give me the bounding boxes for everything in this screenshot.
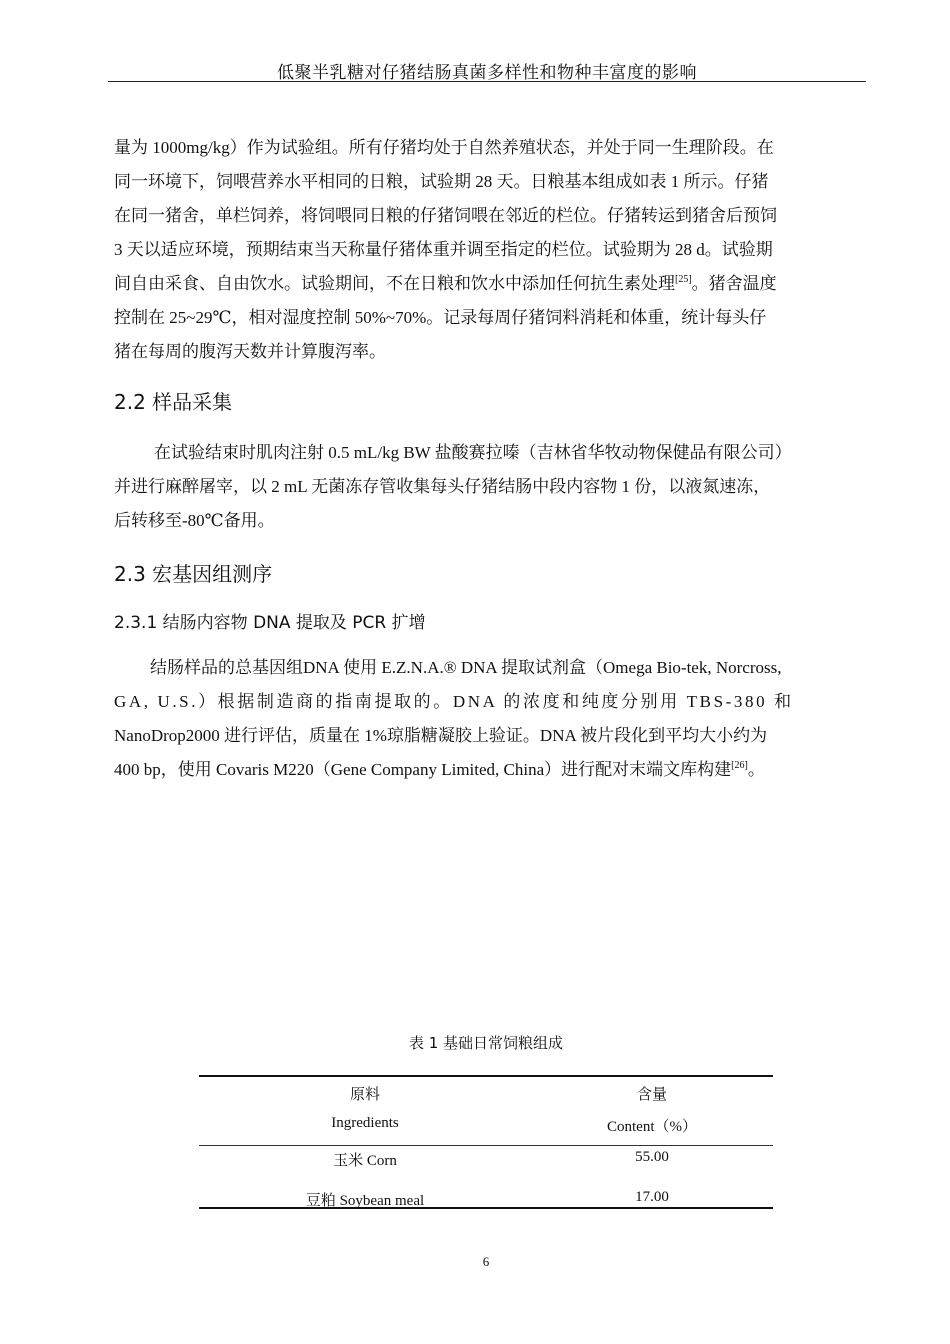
table-cell-ingredient: 玉米 Corn [333,1153,397,1169]
text-line: 猪在每周的腹泻天数并计算腹泻率。 [114,342,386,361]
text-line: 并进行麻醉屠宰，以 2 mL 无菌冻存管收集每头仔猪结肠中段内容物 1 份，以液氮速冻， [114,477,771,496]
table-header-ingredients-en: Ingredients [331,1115,399,1131]
table-cell-content: 17.00 [635,1189,669,1205]
text-line: 3 天以适应环境，预期结束当天称量仔猪体重并调至指定的栏位。试验期为 28 d。试验期 [114,240,773,259]
text-line: 同一环境下，饲喂营养水平相同的日粮，试验期 28 天。日粮基本组成如表 1 所示。仔猪 [114,172,769,191]
subsection-heading-2-3-1: 2.3.1 结肠内容物 DNA 提取及 PCR 扩增 [114,613,426,633]
section-heading-2-3: 2.3 宏基因组测序 [114,562,273,586]
text-span: 。猪舍温度 [691,274,777,293]
text-line: 在同一猪舍，单栏饲养，将饲喂同日粮的仔猪饲喂在邻近的栏位。仔猪转运到猪舍后预饲 [114,206,777,225]
table-header-content-zh: 含量 [636,1087,667,1103]
running-header: 低聚半乳糖对仔猪结肠真菌多样性和物种丰富度的影响 [277,63,697,82]
table-header-content-en: Content（%） [607,1119,697,1135]
table-caption: 表 1 基础日常饲粮组成 [408,1034,564,1052]
text-line: NanoDrop2000 进行评估，质量在 1%琼脂糖凝胶上验证。DNA 被片段化到平均大小约为 [114,726,768,745]
text-span: 间自由采食、自由饮水。试验期间，不在日粮和饮水中添加任何抗生素处理 [114,274,675,293]
text-line: GA, U.S.）根据制造商的指南提取的。DNA 的浓度和纯度分别用 TBS-380 和 [114,692,794,711]
text-line: 控制在 25~29℃，相对湿度控制 50%~70%。记录每周仔猪饲料消耗和体重，统计每头仔 [114,308,767,327]
table-mid-rule [199,1145,773,1146]
text-line: 结肠样品的总基因组DNA 使用 E.Z.N.A.® DNA 提取试剂盒（Omega Bio-tek, Norcross, [150,658,782,677]
section-heading-2-2: 2.2 样品采集 [114,390,233,414]
text-line: 后转移至-80℃备用。 [114,511,275,530]
page-number: 6 [482,1254,490,1269]
text-span: 。 [747,760,765,779]
text-line: 量为 1000mg/kg）作为试验组。所有仔猪均处于自然养殖状态，并处于同一生理阶段。在 [114,138,774,157]
citation: [26] [731,760,748,771]
header-rule [108,81,866,82]
citation: [25] [675,274,692,285]
table-header-ingredients-zh: 原料 [349,1087,380,1103]
text-line [114,267,859,301]
text-line [114,753,859,787]
paragraph-dna-extraction [114,651,859,787]
text-line: 在试验结束时肌肉注射 0.5 mL/kg BW 盐酸赛拉嗪（吉林省华牧动物保健品有限公司） [154,443,792,462]
table-cell-ingredient: 豆粕 Soybean meal [305,1193,425,1209]
text-span: 400 bp，使用 Covaris M220（Gene Company Limited, China）进行配对末端文库构建 [114,760,732,779]
paragraph-feeding-trial [114,131,859,369]
table-cell-content: 55.00 [635,1149,669,1165]
table-top-rule [199,1075,773,1077]
paragraph-sampling [114,436,859,538]
table-bottom-rule [199,1207,773,1209]
